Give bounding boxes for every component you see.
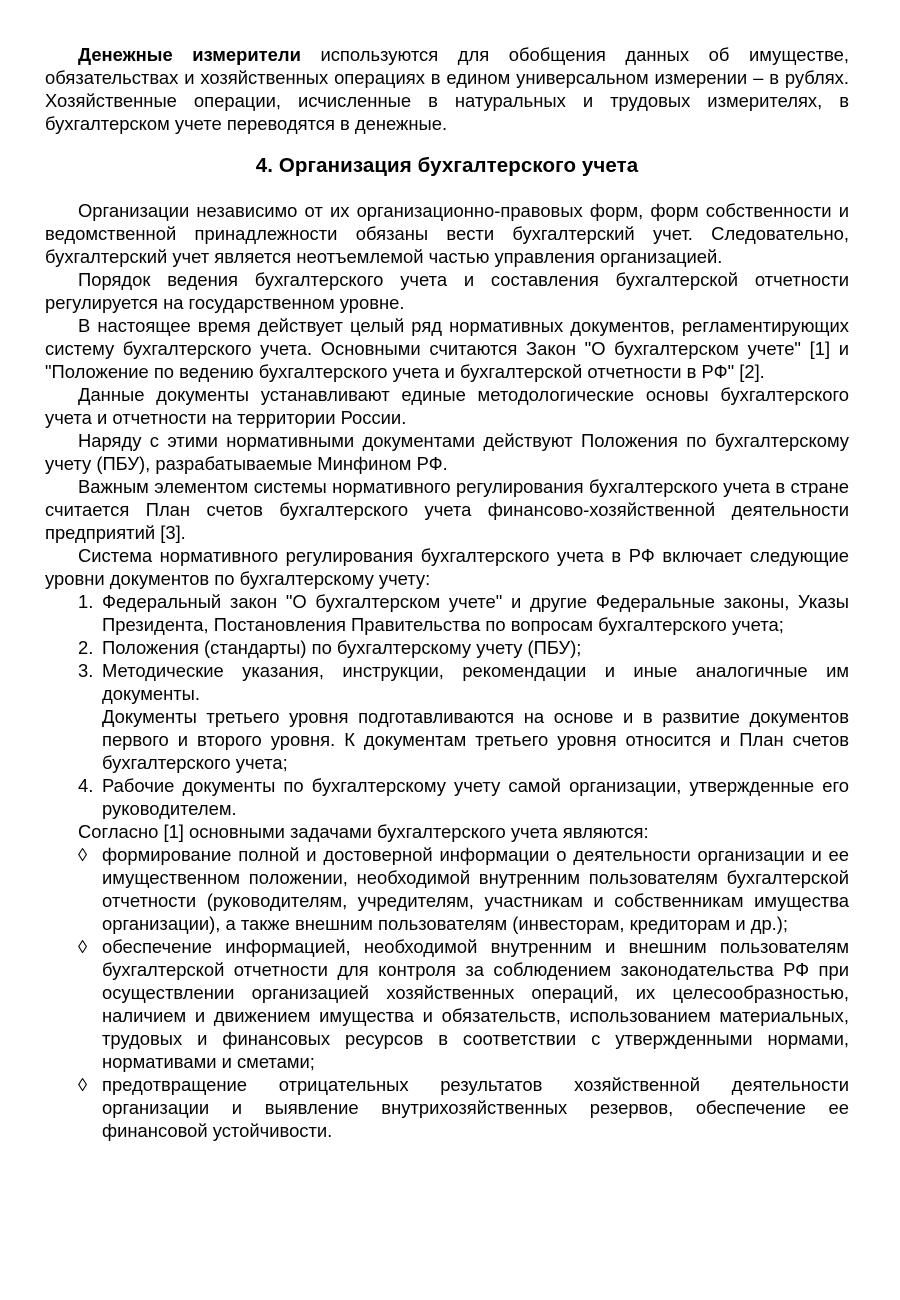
- body-paragraph: Организации независимо от их организационно-правовых форм, форм собственности и ведомственной принадлежности обязаны вести бухгалтерский учет. Следовательно, бухгалтерский учет является неотъемлемой частью управления организацией.: [45, 200, 849, 267]
- body-paragraph: Порядок ведения бухгалтерского учета и составления бухгалтерской отчетности регулируется на государственном уровне.: [45, 269, 849, 313]
- list-item-extra-text: Документы третьего уровня подготавливаются на основе и в развитие документов первого и второго уровня. К документам третьего уровня относится и План счетов бухгалтерского учета;: [102, 706, 849, 773]
- list-item: [45, 935, 849, 1073]
- diamond-bullet-icon: ◊: [78, 1074, 88, 1095]
- list-item: [45, 590, 849, 636]
- diamond-bullet-icon: ◊: [78, 936, 88, 957]
- body-paragraph: Наряду с этими нормативными документами действуют Положения по бухгалтерскому учету (ПБУ), разрабатываемые Минфином РФ.: [45, 430, 849, 474]
- list-item-number: 1.: [78, 591, 94, 612]
- diamond-bullet-icon: ◊: [78, 844, 88, 865]
- list-item-number: 3.: [78, 660, 94, 681]
- list-item: [45, 843, 849, 935]
- list-item: [45, 659, 849, 774]
- list-item-text: Методические указания, инструкции, рекомендации и иные аналогичные им документы.: [102, 660, 849, 704]
- intro-text: используются для обобщения данных об имуществе, обязательствах и хозяйственных операциях в едином универсальном измерении – в рублях. Хозяйственные операции, исчисленные в натуральных и трудовых измерителях, в бухгалтерском учете переводятся в денежные.: [45, 44, 849, 134]
- task-text: обеспечение информацией, необходимой внутренним и внешним пользователям бухгалтерской отчетности для контроля за соблюдением законодательства РФ при осуществлении организацией хозяйственных операций, их целесообразностью, наличием и движением имущества и обязательств, использованием материальных, трудовых и финансовых ресурсов в соответствии с утвержденными нормами, нормативами и сметами;: [102, 936, 849, 1072]
- section-heading: 4. Организация бухгалтерского учета: [255, 154, 639, 177]
- list-item-number: 2.: [78, 637, 94, 658]
- list-item-text: Рабочие документы по бухгалтерскому учету самой организации, утвержденные его руководителем.: [102, 775, 849, 819]
- intro-paragraph: [45, 43, 849, 135]
- document-levels-list: [45, 590, 849, 820]
- body-paragraph: Система нормативного регулирования бухгалтерского учета в РФ включает следующие уровни документов по бухгалтерскому учету:: [45, 545, 849, 589]
- list-item-text: Федеральный закон "О бухгалтерском учете" и другие Федеральные законы, Указы Президента, Постановления Правительства по вопросам бухгалтерского учета;: [102, 591, 849, 635]
- body-paragraph: Важным элементом системы нормативного регулирования бухгалтерского учета в стране считается План счетов бухгалтерского учета финансово-хозяйственной деятельности предприятий [3].: [45, 476, 849, 543]
- list-item: [45, 774, 849, 820]
- document-page: [45, 43, 849, 1142]
- tasks-list: [45, 843, 849, 1142]
- task-text: предотвращение отрицательных результатов хозяйственной деятельности организации и выявление внутрихозяйственных резервов, обеспечение ее финансовой устойчивости.: [102, 1074, 849, 1141]
- task-text: формирование полной и достоверной информации о деятельности организации и ее имущественном положении, необходимой внутренним пользователям бухгалтерской отчетности (руководителям, учредителям, участникам и собственникам имущества организации), а также внешним пользователям (инвесторам, кредиторам и др.);: [102, 844, 849, 934]
- intro-term: Денежные измерители: [78, 44, 301, 65]
- body-paragraph: В настоящее время действует целый ряд нормативных документов, регламентирующих систему бухгалтерского учета. Основными считаются Закон "О бухгалтерском учете" [1] и "Положение по ведению бухгалтерского учета и бухгалтерской отчетности в РФ" [2].: [45, 315, 849, 382]
- list-item-text: Положения (стандарты) по бухгалтерскому учету (ПБУ);: [102, 637, 582, 658]
- list-item: [45, 1073, 849, 1142]
- list-item-number: 4.: [78, 775, 94, 796]
- tasks-intro: Согласно [1] основными задачами бухгалтерского учета являются:: [78, 821, 649, 842]
- list-item: [45, 636, 849, 659]
- body-paragraph: Данные документы устанавливают единые методологические основы бухгалтерского учета и отчетности на территории России.: [45, 384, 849, 428]
